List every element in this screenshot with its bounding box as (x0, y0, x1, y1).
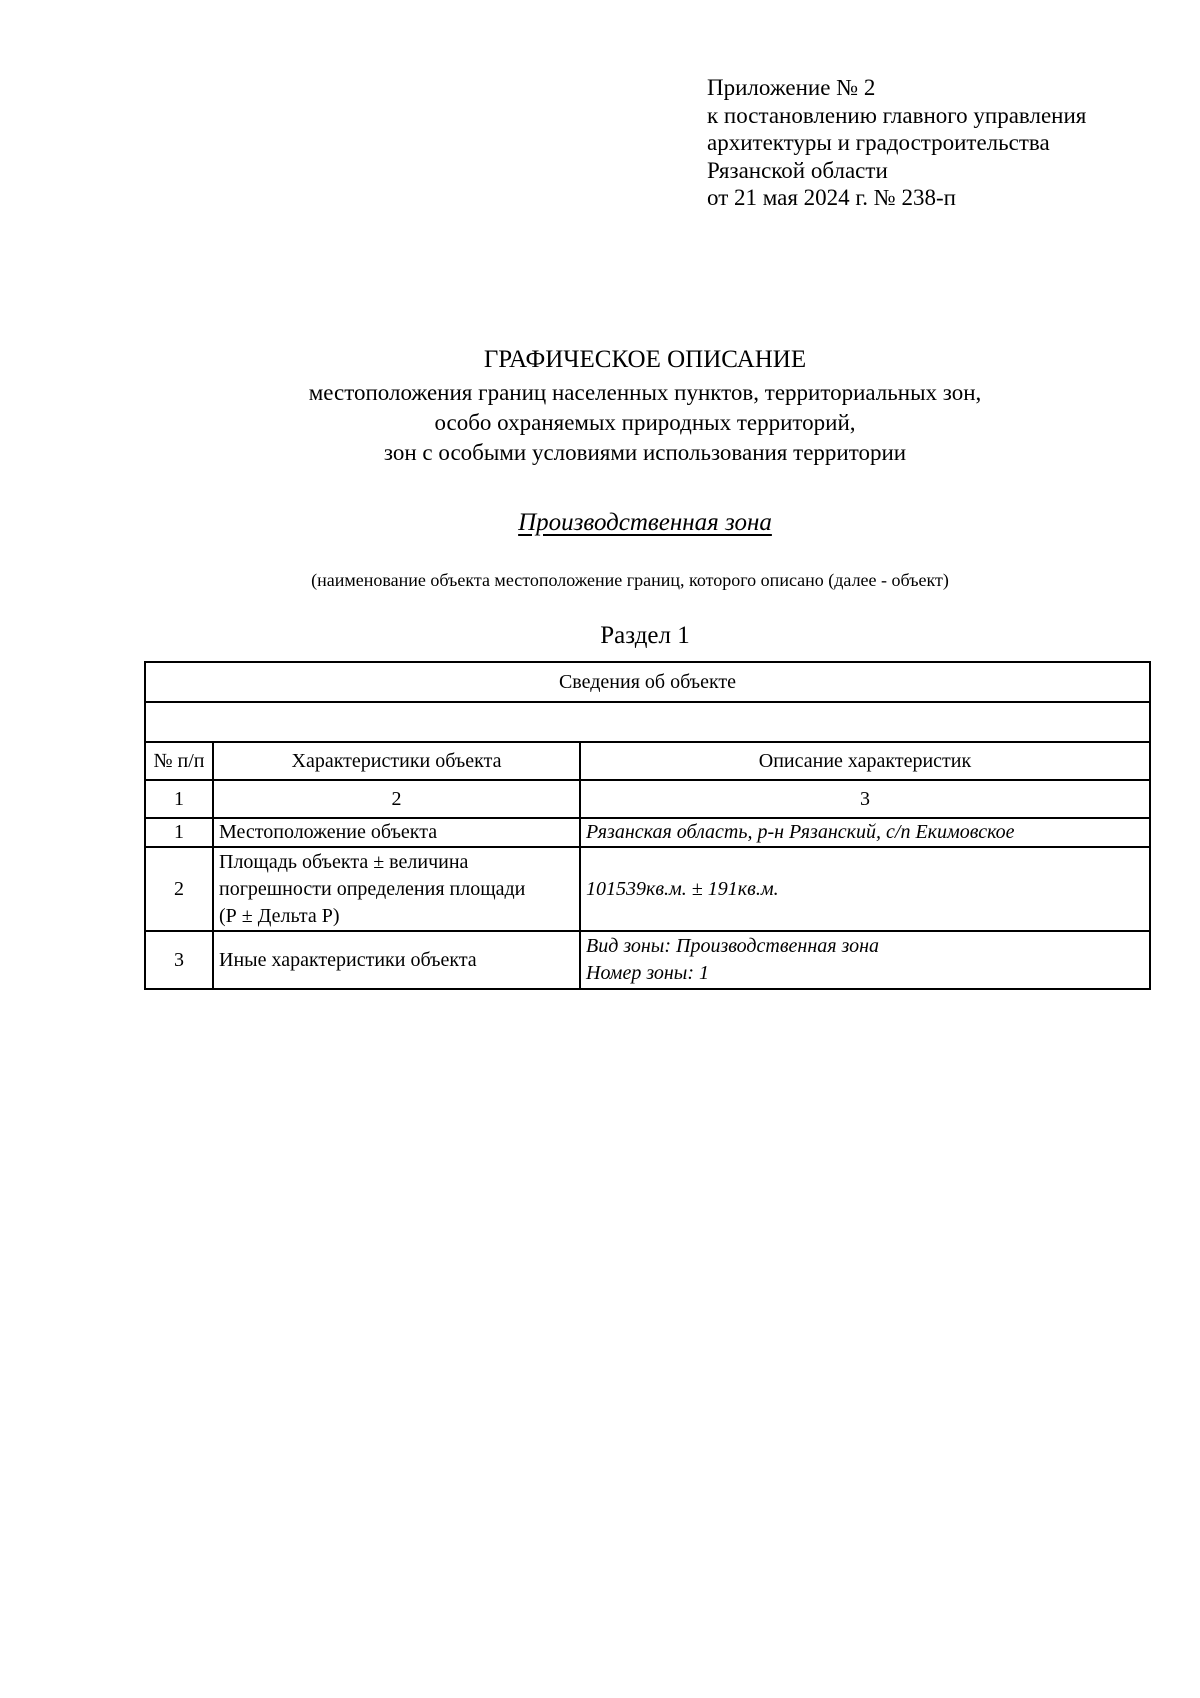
column-header-characteristic: Характеристики объекта (213, 742, 580, 780)
table-row (145, 818, 1150, 847)
table-empty-row (145, 702, 1150, 742)
row-number: 2 (145, 847, 213, 931)
object-info-table (144, 661, 1151, 990)
row-characteristic-line: Площадь объекта ± величина (219, 850, 469, 873)
table-header: Сведения об объекте (145, 662, 1150, 702)
appendix-line: архитектуры и градостроительства (707, 130, 1050, 155)
row-description-line: Вид зоны: Производственная зона (586, 935, 879, 957)
appendix-block (707, 74, 1086, 212)
appendix-line: от 21 мая 2024 г. № 238-п (707, 185, 956, 210)
row-characteristic (213, 847, 580, 931)
appendix-line: Рязанской области (707, 157, 888, 183)
table-column-headers (145, 742, 1150, 780)
table-empty-cell (145, 702, 1150, 742)
row-characteristic-line: (Р ± Дельта Р) (219, 904, 340, 927)
row-characteristic-line: погрешности определения площади (219, 877, 526, 900)
document-title: ГРАФИЧЕСКОЕ ОПИСАНИЕ (483, 346, 807, 373)
column-number: 1 (145, 780, 213, 818)
table-header-row (145, 662, 1150, 702)
column-header-number: № п/п (145, 742, 213, 780)
row-description: Рязанская область, р-н Рязанский, с/п Екимовское (580, 818, 1150, 847)
table-column-numbers (145, 780, 1150, 818)
table-row (145, 847, 1150, 931)
row-characteristic: Иные характеристики объекта (213, 931, 580, 989)
column-number: 2 (213, 780, 580, 818)
table-row (145, 931, 1150, 989)
document-subtitle-line: зон с особыми условиями использования территории (383, 440, 907, 465)
row-description: 101539кв.м. ± 191кв.м. (580, 847, 1150, 931)
section-title: Раздел 1 (600, 622, 690, 649)
column-number: 3 (580, 780, 1150, 818)
object-name-text: Производственная зона (518, 509, 772, 536)
document-subtitle-line: местоположения границ населенных пунктов, территориальных зон, (308, 380, 982, 405)
row-characteristic: Местоположение объекта (213, 818, 580, 847)
column-header-description: Описание характеристик (580, 742, 1150, 780)
object-caption: (наименование объекта местоположение границ, которого описано (далее - объект) (311, 570, 949, 590)
document-subtitle-line: особо охраняемых природных территорий, (434, 410, 856, 435)
object-name (0, 506, 1200, 540)
row-description (580, 931, 1150, 989)
row-description-line: Номер зоны: 1 (586, 962, 709, 984)
appendix-line: к постановлению главного управления (707, 102, 1087, 128)
appendix-line: Приложение № 2 (707, 75, 876, 100)
row-number: 3 (145, 931, 213, 989)
row-number: 1 (145, 818, 213, 847)
